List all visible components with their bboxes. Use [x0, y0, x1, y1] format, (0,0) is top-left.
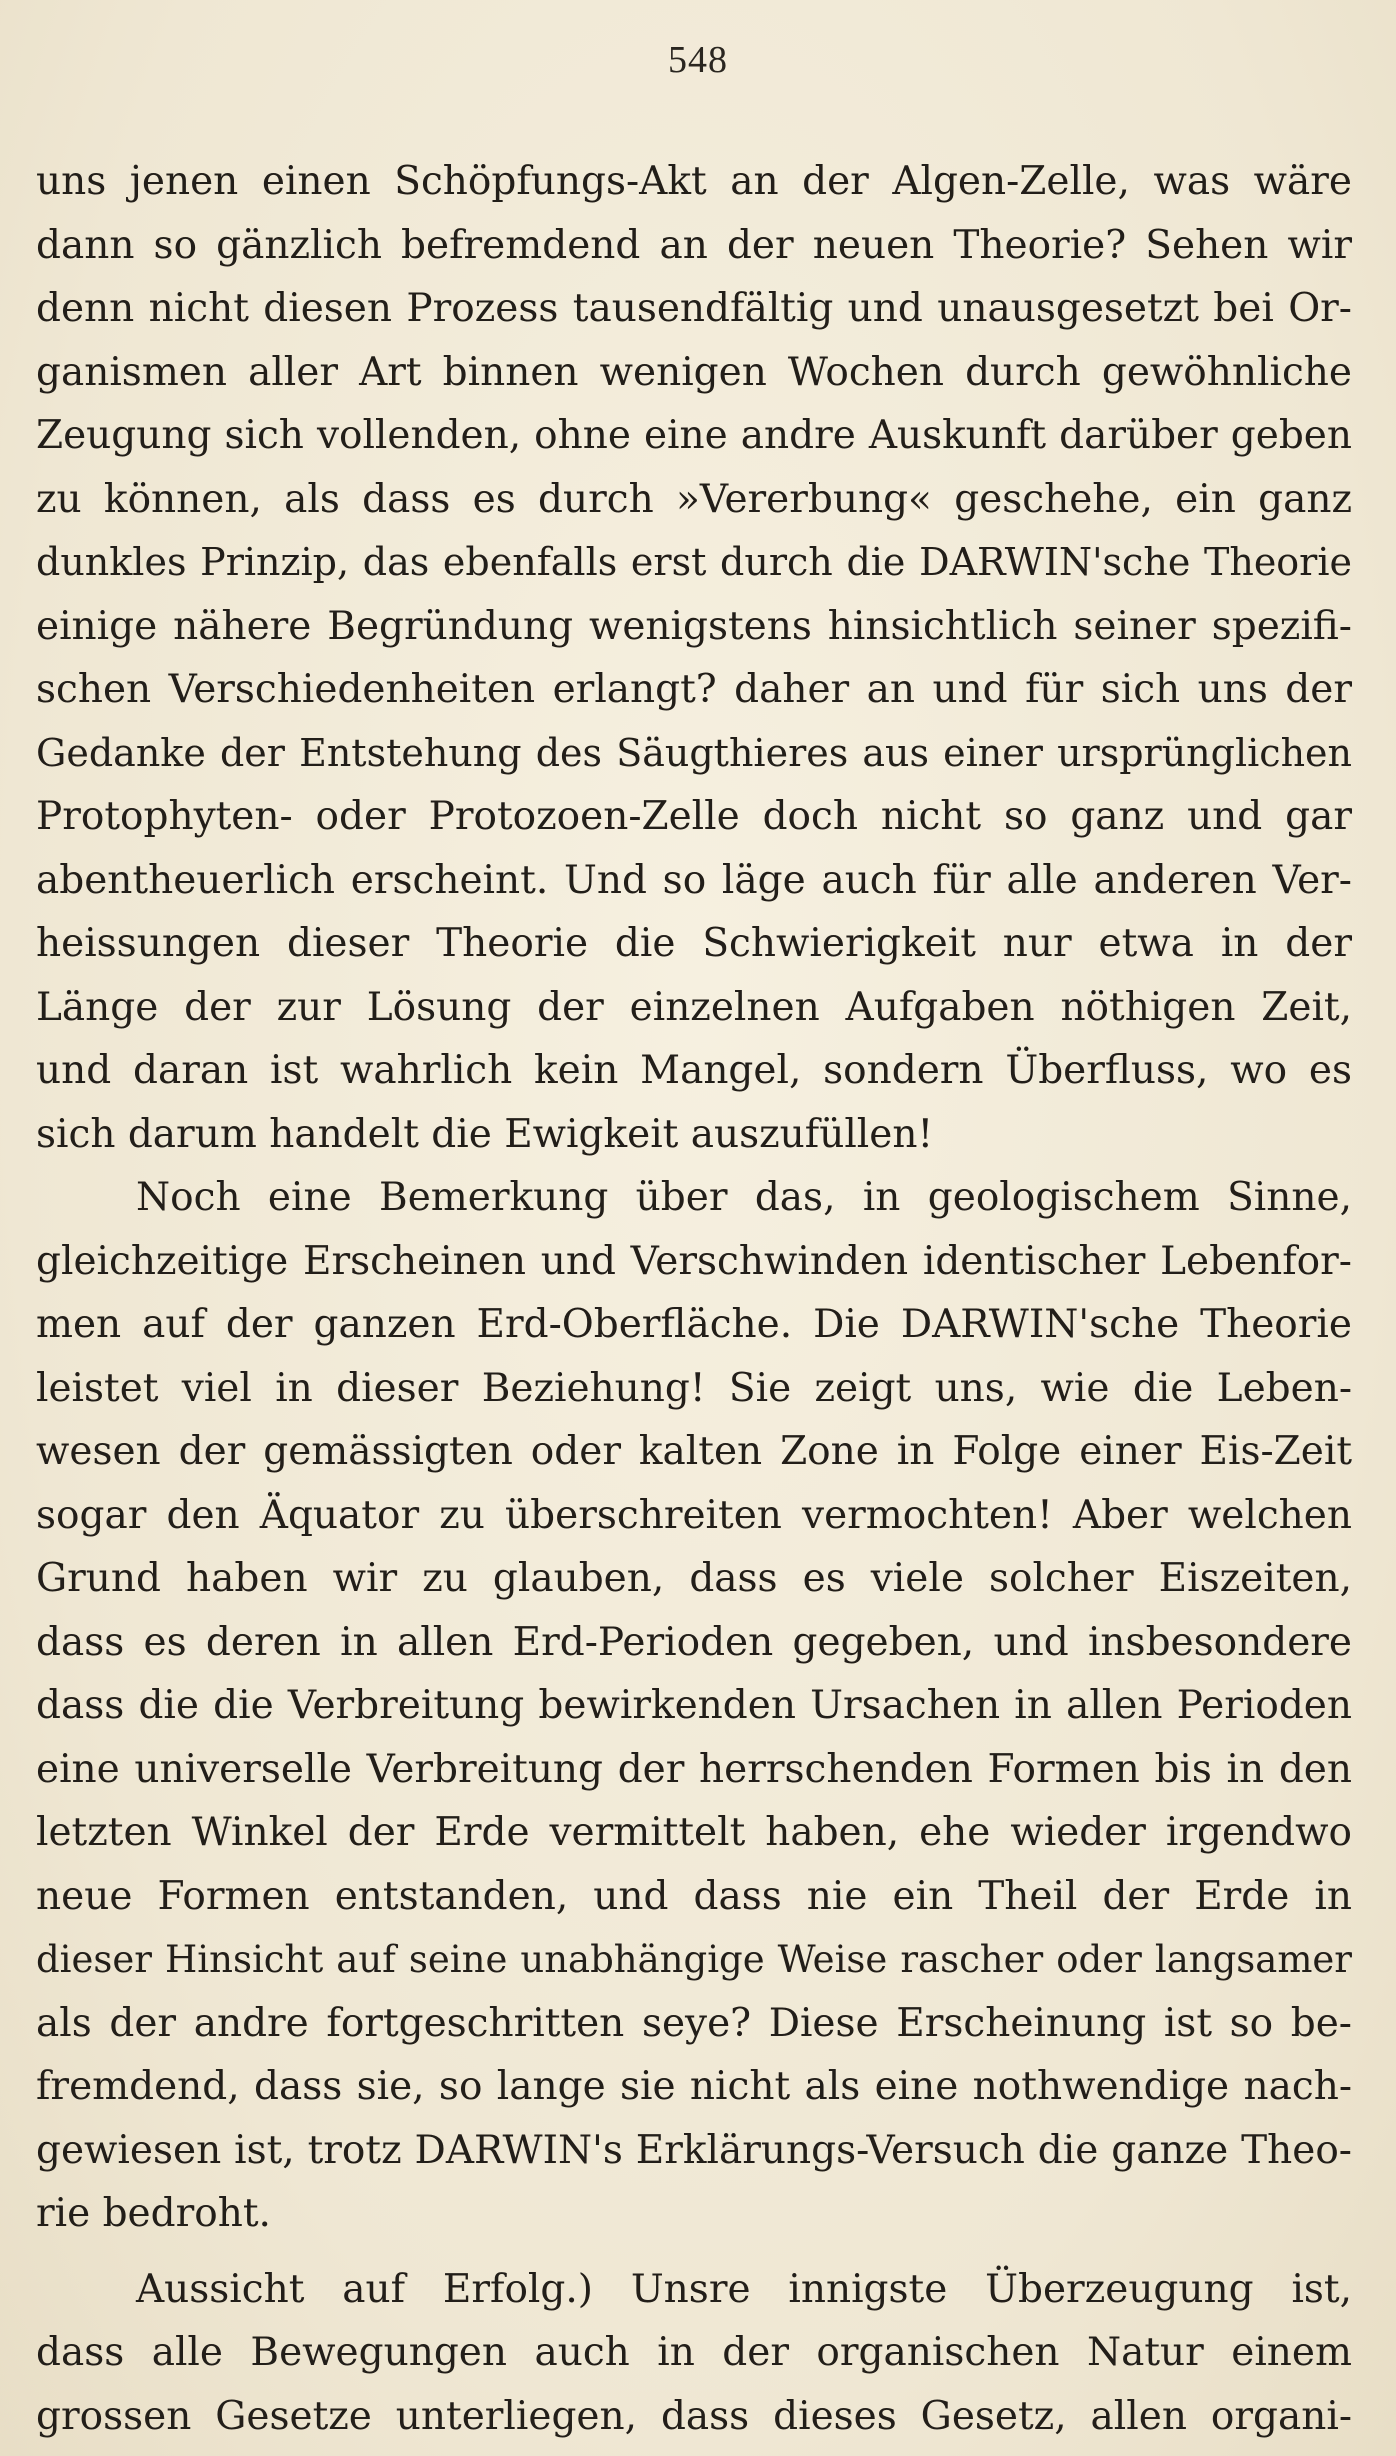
text-line: Gedanke der Entstehung des Säugthieres aus einer ursprünglichen — [36, 730, 1352, 775]
text-line: abentheuerlich erscheint. Und so läge auch für alle anderen Ver- — [36, 857, 1352, 903]
text-line: sich darum handelt die Ewigkeit auszufüllen! — [36, 1111, 934, 1157]
text-line: dunkles Prinzip, das ebenfalls erst durch die DARWIN'sche Theorie — [36, 540, 1352, 584]
text-line: dass die die Verbreitung bewirkenden Ursachen in allen Perioden — [36, 1683, 1352, 1728]
text-line: men auf der ganzen Erd-Oberfläche. Die DARWIN'sche Theorie — [36, 1302, 1352, 1347]
text-line: dass alle Bewegungen auch in der organischen Natur einem — [36, 2330, 1352, 2375]
text-line: neue Formen entstanden, und dass nie ein Theil der Erde in — [36, 1873, 1352, 1919]
text-line: ganismen aller Art binnen wenigen Wochen durch gewöhnliche — [36, 349, 1352, 395]
text-line: letzten Winkel der Erde vermittelt haben, ehe wieder irgendwo — [36, 1810, 1352, 1855]
text-line: leistet viel in dieser Beziehung! Sie zeigt uns, wie die Leben- — [36, 1365, 1352, 1411]
text-line: uns jenen einen Schöpfungs-Akt an der Algen-Zelle, was wäre — [36, 159, 1352, 204]
text-line: wesen der gemässigten oder kalten Zone in Folge einer Eis-Zeit — [36, 1429, 1352, 1474]
text-line: einige nähere Begründung wenigstens hinsichtlich seiner spezifi- — [36, 603, 1352, 649]
text-line: zu können, als dass es durch »Vererbung« geschehe, ein ganz — [36, 476, 1352, 522]
body-text — [36, 150, 1352, 2448]
text-line: Grund haben wir zu glauben, dass es viele solcher Eiszeiten, — [36, 1556, 1352, 1601]
text-line: dass es deren in allen Erd-Perioden gegeben, und insbesondere — [36, 1619, 1352, 1665]
text-line: gewiesen ist, trotz DARWIN's Erklärungs-Versuch die ganze Theo- — [36, 2127, 1352, 2173]
text-line: denn nicht diesen Prozess tausendfältig und unausgesetzt bei Or- — [36, 286, 1352, 331]
text-line: Länge der zur Lösung der einzelnen Aufgaben nöthigen Zeit, — [36, 984, 1352, 1030]
text-line: gleichzeitige Erscheinen und Verschwinden identischer Lebenfor- — [36, 1238, 1352, 1284]
text-line: schen Verschiedenheiten erlangt? daher an und für sich uns der — [36, 667, 1352, 712]
text-line: dieser Hinsicht auf seine unabhängige Weise rascher oder langsamer — [36, 1938, 1352, 1981]
text-line: und daran ist wahrlich kein Mangel, sondern Überfluss, wo es — [36, 1048, 1352, 1093]
text-line: sogar den Äquator zu überschreiten vermochten! Aber welchen — [36, 1492, 1352, 1538]
text-line: grossen Gesetze unterliegen, dass dieses Gesetz, allen organi- — [36, 2393, 1352, 2439]
text-line: eine universelle Verbreitung der herrschenden Formen bis in den — [36, 1746, 1352, 1792]
paragraph-gap — [36, 2246, 1352, 2258]
paragraph-start-line: Noch eine Bemerkung über das, in geologischem Sinne, — [136, 1175, 1352, 1220]
text-line: Zeugung sich vollenden, ohne eine andre Auskunft darüber geben — [36, 413, 1352, 458]
text-line: als der andre fortgeschritten seye? Diese Erscheinung ist so be- — [36, 2000, 1352, 2046]
text-line: dann so gänzlich befremdend an der neuen Theorie? Sehen wir — [36, 222, 1352, 268]
text-line: fremdend, dass sie, so lange sie nicht als eine nothwendige nach- — [36, 2064, 1352, 2109]
text-line: rie bedroht. — [36, 2191, 271, 2236]
section-heading-line: Aussicht auf Erfolg.) Unsre innigste Überzeugung ist, — [136, 2266, 1352, 2312]
page-number: 548 — [668, 39, 728, 81]
text-line: Protophyten- oder Protozoen-Zelle doch nicht so ganz und gar — [36, 794, 1352, 839]
text-line: heissungen dieser Theorie die Schwierigkeit nur etwa in der — [36, 921, 1352, 966]
